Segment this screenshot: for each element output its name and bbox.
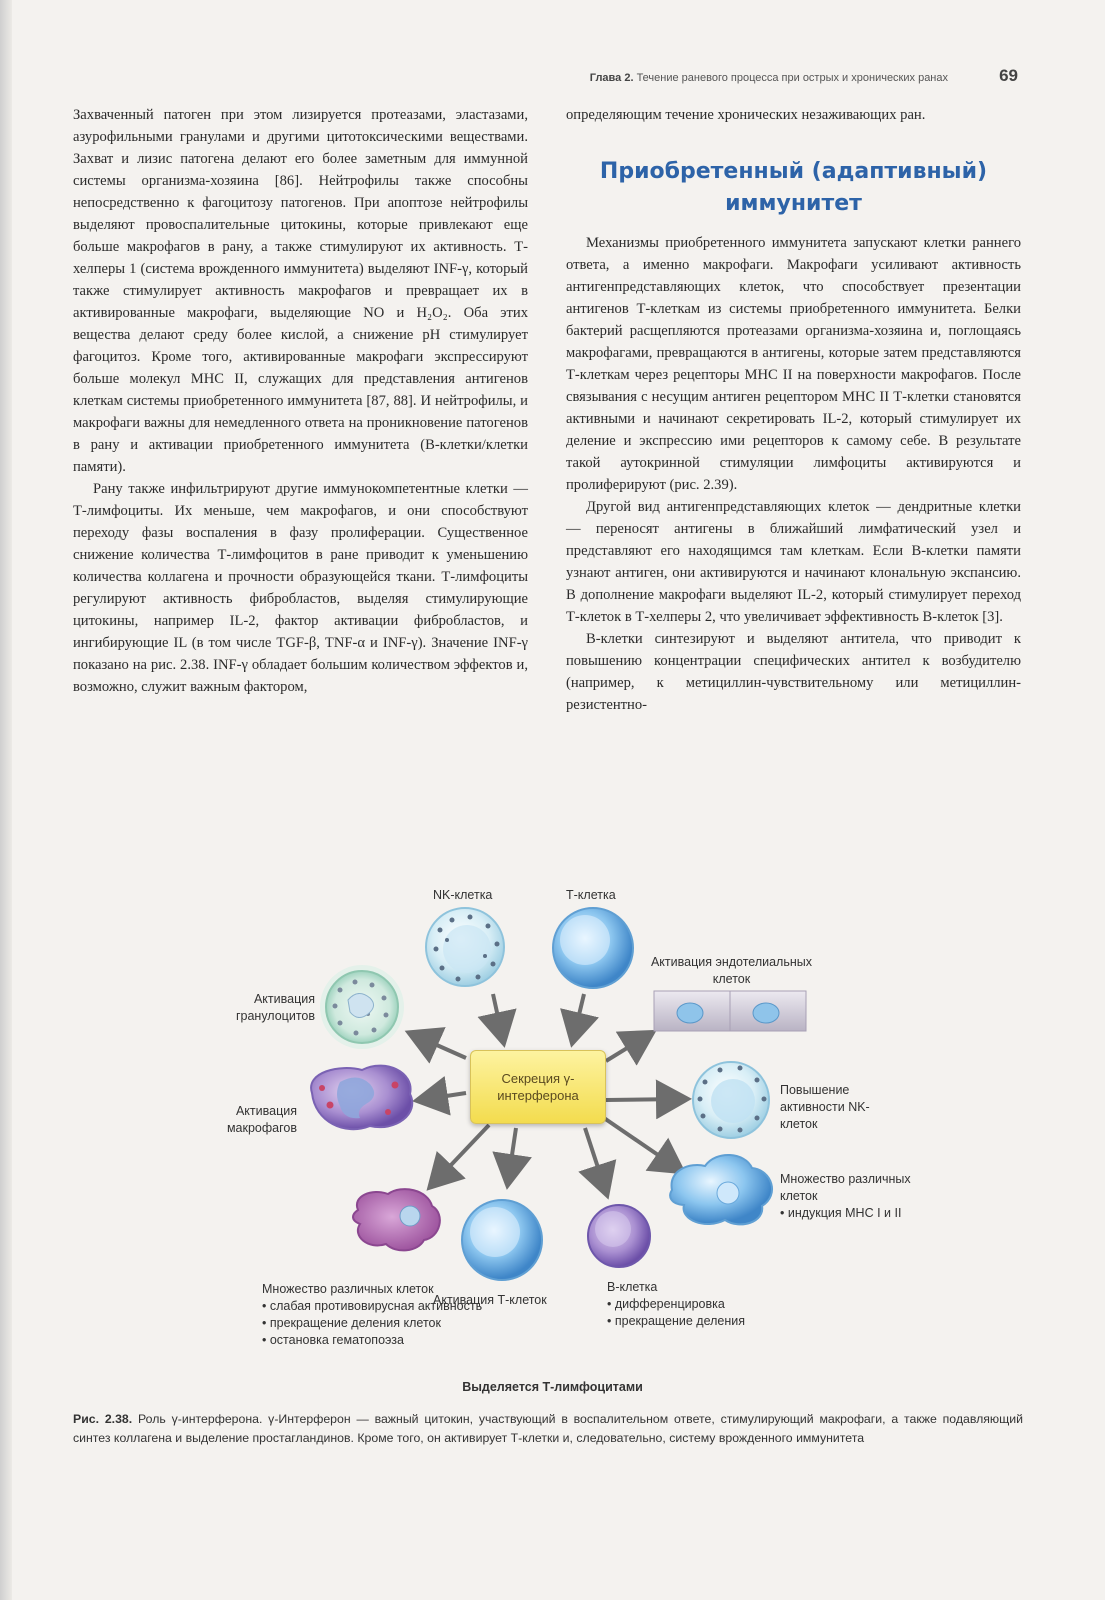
endothelial-cells-icon bbox=[654, 991, 806, 1031]
various-cells-left-label: Множество различных клеток • слабая противовирусная активность • прекращение деления клеток • остановка гематопоэза bbox=[262, 1281, 562, 1349]
granulocytes-label: Активация гранулоцитов bbox=[235, 992, 315, 1023]
figure-caption bbox=[73, 1410, 1023, 1448]
macrophages-label: Активация макрофагов bbox=[226, 1104, 297, 1135]
list-item: • прекращение деления bbox=[607, 1314, 746, 1328]
t-cell-label: Т-клетка bbox=[566, 888, 616, 902]
arrow-to-t-activation bbox=[508, 1128, 516, 1182]
nk-cell-icon bbox=[426, 908, 504, 986]
list-item: • дифференцировка bbox=[607, 1297, 725, 1311]
paragraph: Захваченный патоген при этом лизируется протеазами, эластазами, азурофильными гранулами и другими цитотоксическими веществами. Захват и лизис патогена делают его более заметным для иммунной системы организма-хозяина [86]. Нейтрофилы также способны непосредственно к фагоцитозу патогенов. При апоптозе нейтрофилы выделяют провоспалительные цитокины, которые привлекают еще больше макрофагов в рану, а также стимулируют их активность. Т-хелперы 1 (система врожденного иммунитета) выделяют INF-γ, который также стимулирует активность макрофагов и превращает их в активированные макрофаги, выделяющие NO и H₂O₂. Оба этих вещества делают среду более кислой, а снижение pH стимулирует фагоцитоз. Кроме того, активированные макрофаги экспрессируют больше молекул MHC II, служащих для представления антигенов клеткам системы приобретенного иммунитета [87, 88]. И нейтрофилы, и макрофаги важны для немедленного ответа на проникновение патогенов в рану и активации приобретенного иммунитета (B-клетки/клетки памяти). bbox=[73, 107, 528, 475]
t-activation-cell-icon bbox=[462, 1200, 542, 1280]
caption-text: Роль γ-интерферона. γ-Интерферон — важный цитокин, участвующий в воспалительном ответе, стимулирующий макрофаги, а также подавляющий синтез коллагена и выделение простагландинов. Кроме того, он активирует Т-клетки и, следовательно, систему врожденного иммунитета bbox=[73, 1412, 1023, 1445]
list-item: • индукция MHC I и II bbox=[780, 1206, 902, 1220]
figure-subtitle: Выделяется Т-лимфоцитами bbox=[462, 1380, 643, 1394]
paragraph: B-клетки синтезируют и выделяют антитела, что приводит к повышению концентрации специфических антител к возбудителю (например, к метициллин-чувствительному или метициллин-резистентно- bbox=[566, 631, 1021, 713]
list-item: • остановка гематопоэза bbox=[262, 1333, 404, 1347]
arrow-to-b-cell bbox=[585, 1128, 606, 1192]
nk-activity-label: Повышение активности NK-клеток bbox=[780, 1083, 870, 1131]
arrow-to-endothelial bbox=[606, 1034, 650, 1061]
arrow-to-right-cells bbox=[604, 1118, 680, 1170]
arrow-to-granulocytes bbox=[412, 1034, 466, 1058]
arrow-to-left-cells bbox=[432, 1125, 489, 1185]
chapter-title: Глава 2. Течение раневого процесса при острых и хронических ранах bbox=[589, 72, 948, 84]
granulocyte-icon bbox=[320, 965, 404, 1049]
various-cells-left-icon bbox=[353, 1189, 440, 1250]
t-activation-label: Активация Т-клеток bbox=[433, 1293, 547, 1307]
paragraph: Рану также инфильтрируют другие иммунокомпетентные клетки — Т-лимфоциты. Их меньше, чем макрофагов, и они способствуют переходу фазы воспаления в фазу пролиферации. Существенное снижение количества Т-лимфоцитов в ране приводит к уменьшению количества коллагена и прочности образующейся ткани. Т-лимфоциты регулируют активность фибробластов, выделяя стимулирующие цитокины, например IL-2, фактор активации фибробластов, и ингибирующие IL (в том числе TGF-β, TNF-α и INF-γ). Значение INF-γ показано на рис. 2.38. INF-γ обладает большим количеством эффектов и, возможно, служит важным фактором, bbox=[73, 481, 528, 695]
paragraph: Механизмы приобретенного иммунитета запускают клетки раннего ответа, а именно макрофаги. Макрофаги усиливают активность антигенпредставляющих клеток, что способствует презентации антигенов Т-клеткам из системы приобретенного иммунитета. Белки бактерий расщепляются протеазами организма-хозяина и, поглощаясь макрофагами, превращаются в антигены, которые затем представляются Т-клеткам через рецепторы MHC II на поверхности макрофагов. После связывания с несущим антиген рецептором MHC II Т-клетки становятся активными и начинают секретировать IL-2, который стимулирует их деление и экспрессию ими рецепторов к самому себе. В результате такой аутокринной стимуляции лимфоциты активируются и пролиферируют (рис. 2.39). bbox=[566, 235, 1021, 493]
endothelial-label: Активация эндотелиальных клеток bbox=[650, 955, 813, 986]
b-cell-label: B-клетка • дифференцировка • прекращение деления bbox=[607, 1279, 807, 1330]
macrophage-icon bbox=[311, 1066, 412, 1130]
list-item: • слабая противовирусная активность bbox=[262, 1299, 483, 1313]
arrow-to-macrophages bbox=[420, 1093, 466, 1100]
arrow-to-nk-activity bbox=[606, 1099, 684, 1100]
list-item: • прекращение деления клеток bbox=[262, 1316, 441, 1330]
nk-activity-cell-icon bbox=[693, 1062, 769, 1138]
caption-label: Рис. 2.38. bbox=[73, 1412, 133, 1426]
section-heading: Приобретенный (адаптивный) иммунитет bbox=[599, 159, 988, 216]
nk-cell-label: NK-клетка bbox=[433, 888, 493, 902]
arrow-t-to-center bbox=[573, 994, 584, 1040]
interferon-secretion-box: Секреция γ-интерферона bbox=[470, 1050, 606, 1124]
b-cell-icon bbox=[588, 1205, 650, 1267]
paragraph: определяющим течение хронических незаживающих ран. bbox=[566, 107, 926, 123]
page-number: 69 bbox=[999, 66, 1018, 85]
arrow-nk-to-center bbox=[493, 994, 503, 1040]
t-cell-icon bbox=[553, 908, 633, 988]
various-cells-right-label: Множество различных клеток • индукция MHC I и II bbox=[780, 1171, 930, 1222]
various-cells-right-icon bbox=[670, 1155, 772, 1224]
paragraph: Другой вид антигенпредставляющих клеток — дендритные клетки — переносят антигены в ближайший лимфатический узел и представляют его находящимся там клеткам. Если B-клетки памяти узнают антиген, они активируются и начинают клональную экспансию. В дополнение макрофаги выделяют IL-2, который стимулирует переход Т-клеток в Т-хелперы 2, что увеличивает эффективность B-клеток [3]. bbox=[566, 499, 1021, 625]
